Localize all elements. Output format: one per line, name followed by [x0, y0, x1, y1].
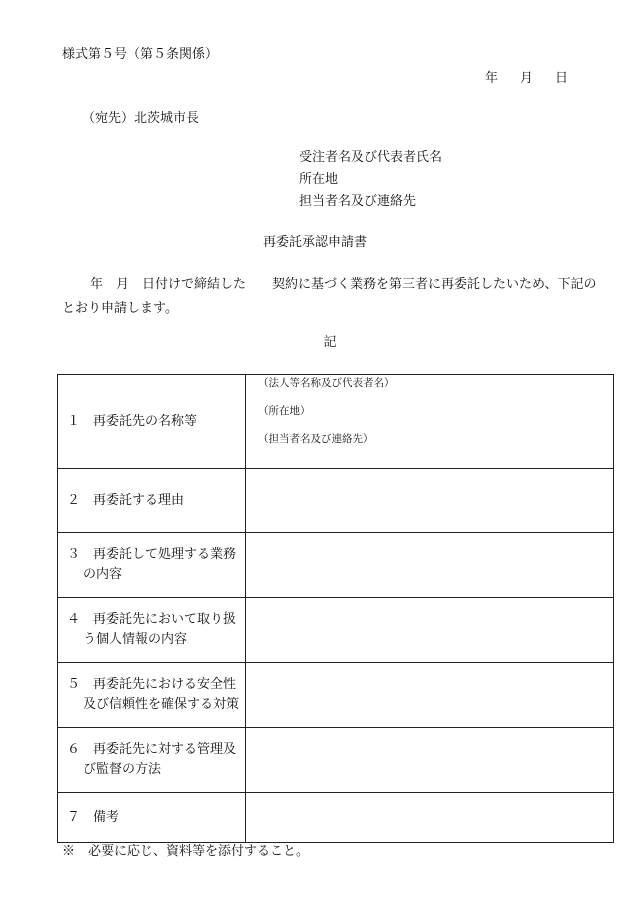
row-label: ６ 再委託先に対する管理及び監督の方法: [58, 728, 246, 793]
addressee: （宛先）北茨城市長: [82, 111, 200, 126]
table-row: [58, 793, 614, 843]
date-year: 年: [485, 71, 499, 86]
table-row: [58, 663, 614, 728]
row-label: ７ 備考: [58, 793, 246, 843]
contractor-details-field[interactable]: [246, 375, 614, 469]
table-row: [58, 533, 614, 598]
detail-line: （所在地）: [258, 405, 311, 417]
date-line: [485, 71, 568, 88]
row-label: １ 再委託先の名称等: [58, 375, 246, 469]
table-row: [58, 469, 614, 533]
row-label: ３ 再委託して処理する業務の内容: [58, 533, 246, 598]
detail-line: （担当者名及び連絡先）: [258, 433, 374, 445]
body-text: 年 月 日付けで締結した 契約に基づく業務を第三者に再委託したいため、下記のとおり申請します。: [62, 277, 597, 316]
applicant-name-label: 受注者名及び代表者氏名: [299, 150, 443, 165]
row-label: ４ 再委託先において取り扱う個人情報の内容: [58, 598, 246, 663]
value-field[interactable]: [246, 663, 614, 728]
table-row: [58, 598, 614, 663]
table-row: [58, 728, 614, 793]
value-field[interactable]: [246, 728, 614, 793]
value-field[interactable]: [246, 598, 614, 663]
applicant-address-label: 所在地: [299, 172, 339, 187]
detail-line: （法人等名称及び代表者名）: [258, 377, 395, 389]
date-month: 月: [520, 71, 534, 86]
row-label: ５ 再委託先における安全性及び信頼性を確保する対策: [58, 663, 246, 728]
footnote: ※ 必要に応じ、資料等を添付すること。: [62, 844, 310, 859]
value-field[interactable]: [246, 533, 614, 598]
applicant-block: [299, 150, 442, 216]
date-day: 日: [555, 71, 569, 86]
row-label: ２ 再委託する理由: [58, 469, 246, 533]
value-field[interactable]: [246, 793, 614, 843]
ki-heading: 記: [323, 335, 337, 350]
document-title: 再委託承認申請書: [262, 235, 367, 250]
value-field[interactable]: [246, 469, 614, 533]
application-table: [57, 374, 614, 843]
form-number: 様式第５号（第５条関係）: [62, 47, 219, 62]
applicant-contact-label: 担当者名及び連絡先: [299, 194, 417, 209]
table-row: [58, 375, 614, 469]
